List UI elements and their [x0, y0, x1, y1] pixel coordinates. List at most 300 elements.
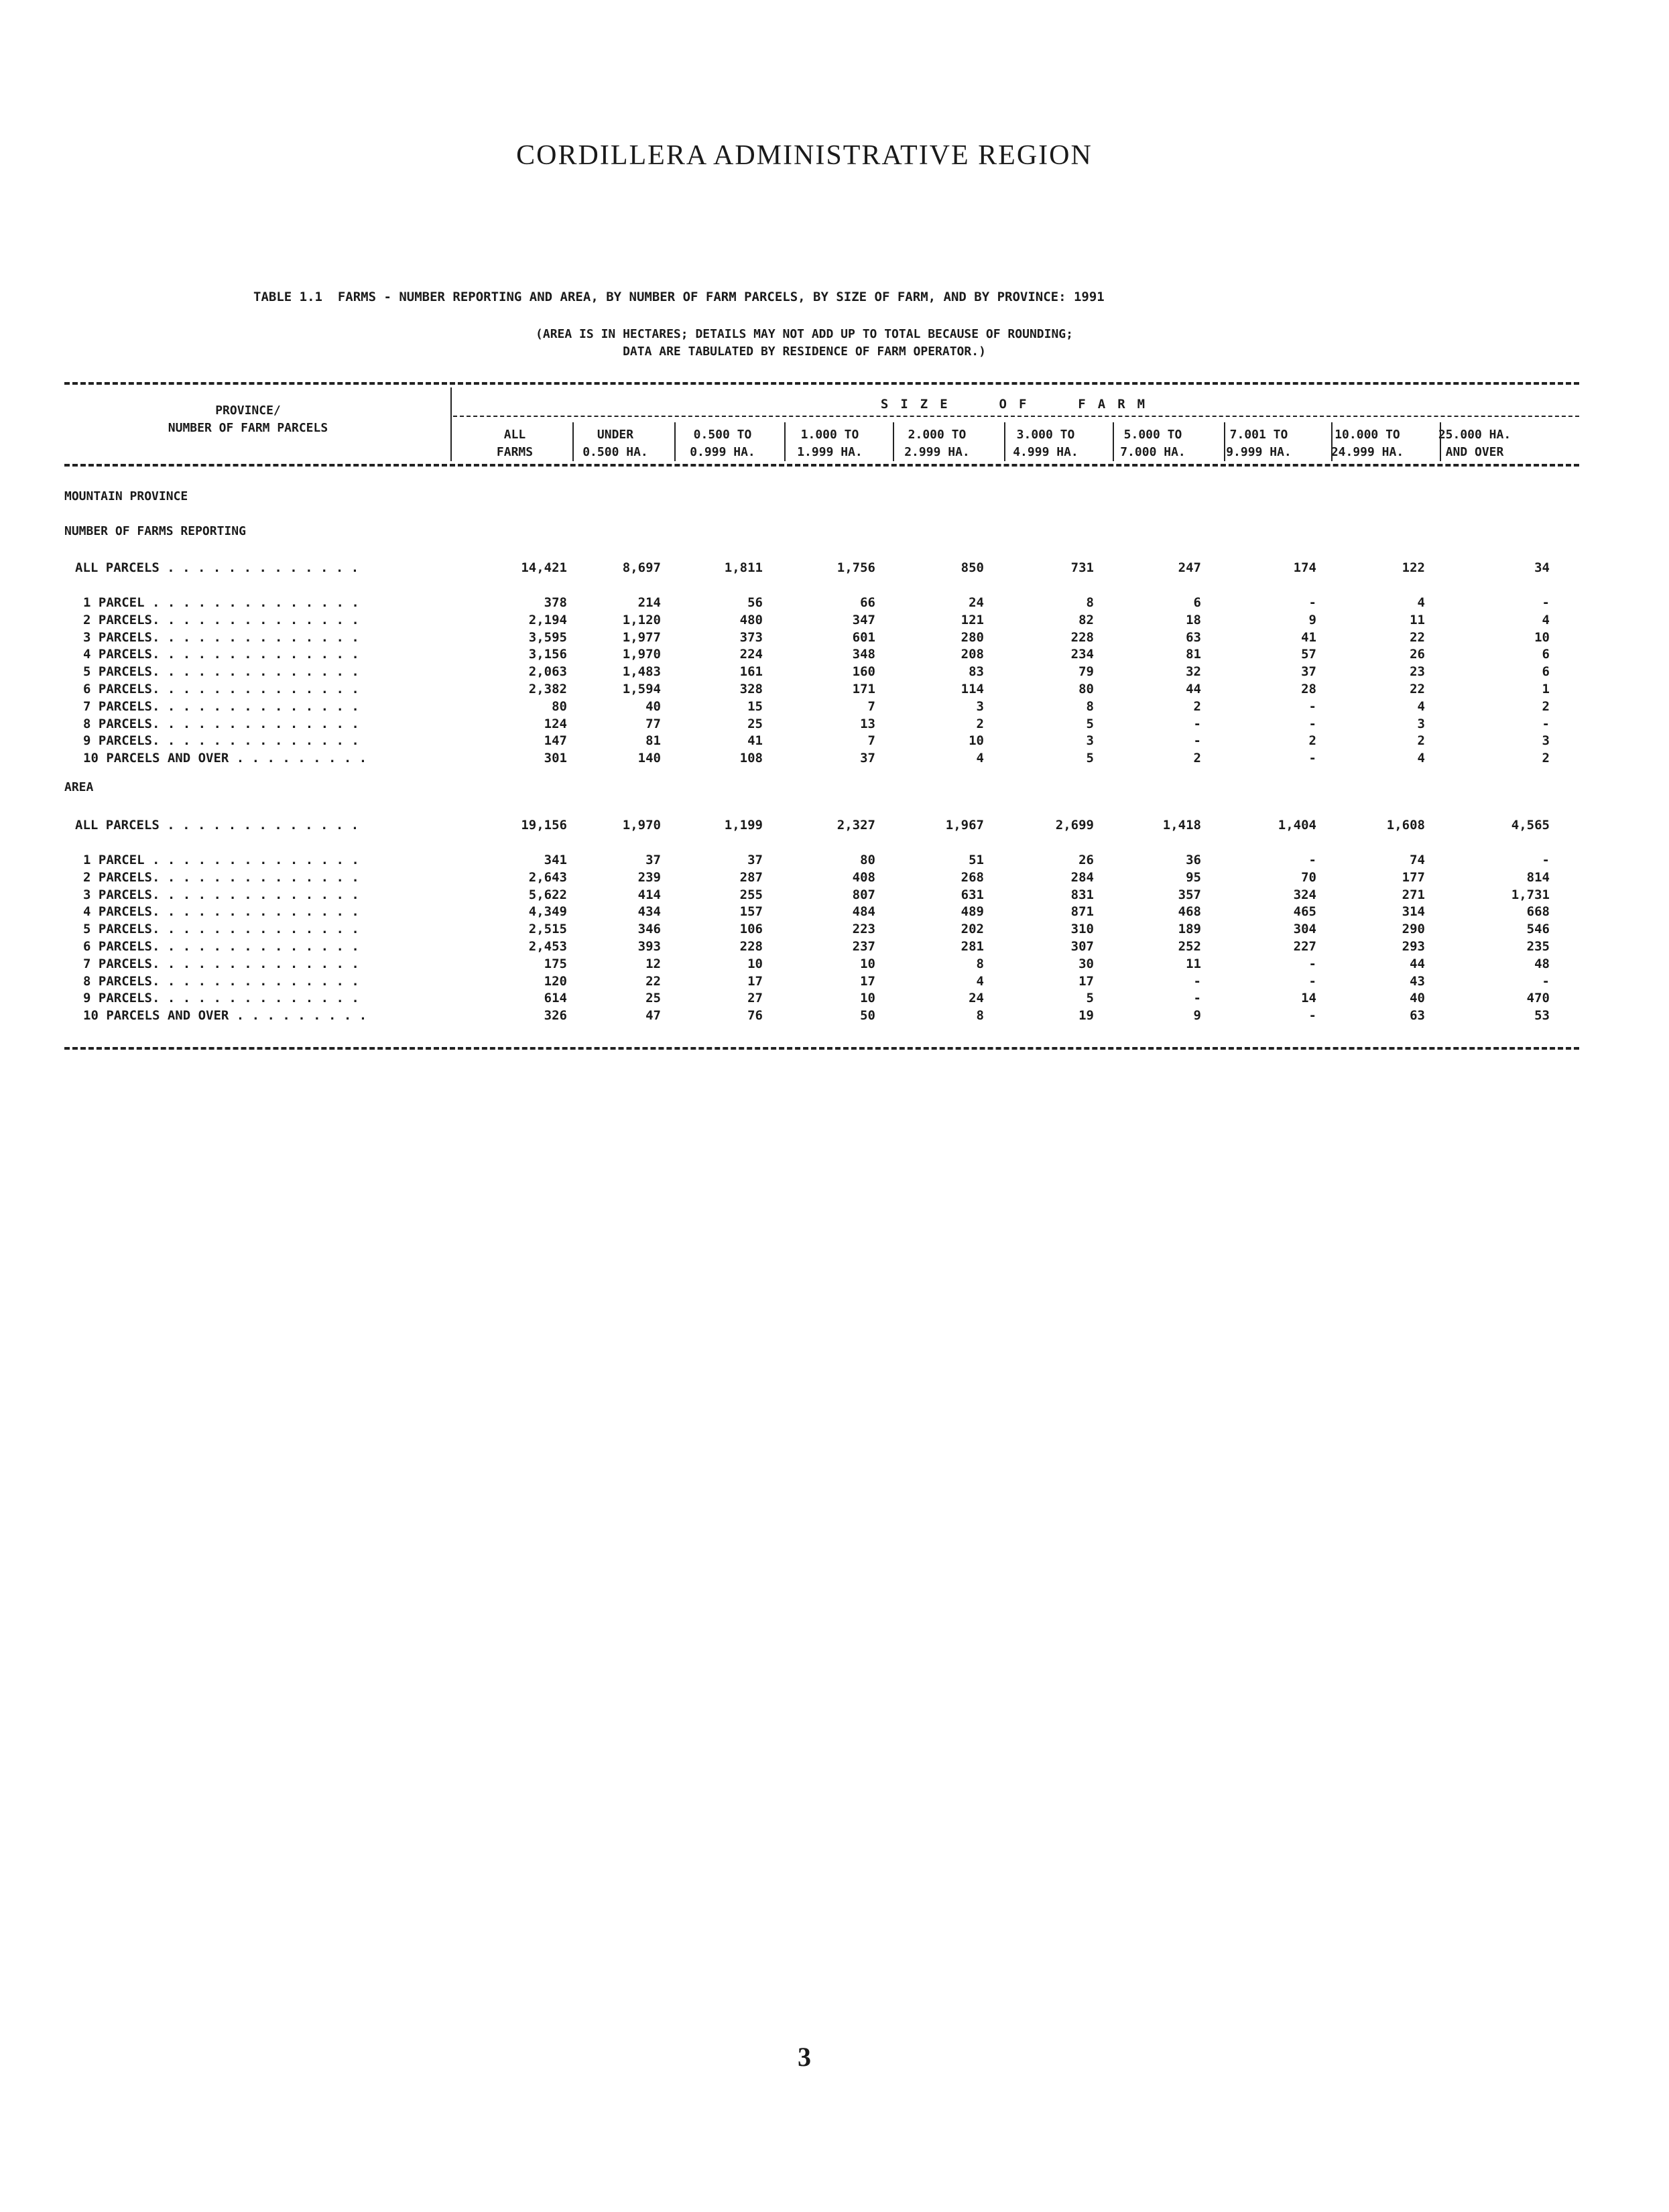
- table-row: [0, 733, 1609, 751]
- cell-value: 28: [1301, 682, 1316, 696]
- cell-value: 2: [1193, 698, 1201, 714]
- cell-value: -: [1308, 853, 1316, 867]
- column-header-4-line-1: 1.000 TO: [800, 428, 859, 442]
- column-header-6-line-1: 3.000 TO: [1016, 428, 1075, 442]
- cell-value: 114: [961, 682, 984, 696]
- row-label: 5 PARCELS. . . . . . . . . . . . . .: [83, 922, 359, 937]
- header-bottom-rule: [64, 464, 1579, 467]
- cell-value: 17: [860, 973, 875, 989]
- table-row: [0, 957, 1609, 974]
- cell-value: 50: [860, 1008, 875, 1024]
- cell-value: 489: [961, 904, 984, 920]
- cell-value: 26: [1078, 853, 1094, 867]
- column-header-3-line-2: 0.999 HA.: [690, 445, 755, 459]
- row-label: 9 PARCELS. . . . . . . . . . . . . .: [83, 991, 359, 1006]
- column-divider: [893, 422, 894, 461]
- cell-value: 80: [552, 698, 567, 714]
- stub-divider: [450, 387, 452, 461]
- row-label: 8 PARCELS. . . . . . . . . . . . . .: [83, 716, 359, 731]
- column-header-10-line-1: 25.000 HA.: [1438, 428, 1511, 442]
- cell-value: 2: [1542, 698, 1550, 714]
- cell-value: 5: [1086, 751, 1094, 766]
- row-label: 2 PARCELS. . . . . . . . . . . . . .: [83, 869, 359, 885]
- province-label: MOUNTAIN PROVINCE: [64, 489, 188, 503]
- table-row: [0, 974, 1609, 991]
- table-note-line-1: (AREA IS IN HECTARES; DETAILS MAY NOT ADD UP TO TOTAL BECAUSE OF ROUNDING;: [536, 327, 1073, 341]
- cell-value: 63: [1186, 629, 1201, 645]
- row-label: 6 PARCELS. . . . . . . . . . . . . .: [83, 939, 359, 954]
- cell-value: 357: [1178, 887, 1201, 902]
- cell-value: 224: [739, 647, 763, 662]
- cell-value: 106: [739, 922, 763, 937]
- row-label: ALL PARCELS . . . . . . . . . . . . .: [75, 560, 359, 575]
- column-divider: [1113, 422, 1114, 461]
- cell-value: 465: [1293, 904, 1316, 920]
- cell-value: 255: [739, 887, 763, 902]
- cell-value: 1,608: [1386, 818, 1425, 833]
- cell-value: 19: [1078, 1008, 1094, 1024]
- cell-value: 23: [1410, 664, 1425, 680]
- cell-value: 1,120: [622, 612, 661, 627]
- cell-value: 871: [1070, 904, 1094, 920]
- cell-value: 4: [976, 973, 984, 989]
- cell-value: -: [1308, 973, 1316, 989]
- cell-value: 1,731: [1511, 887, 1550, 902]
- cell-value: 252: [1178, 939, 1201, 954]
- cell-value: 8,697: [622, 560, 661, 575]
- cell-value: 32: [1186, 664, 1201, 680]
- cell-value: 57: [1301, 647, 1316, 662]
- cell-value: 2,194: [528, 612, 567, 627]
- row-label: 10 PARCELS AND OVER . . . . . . . . .: [83, 1008, 367, 1024]
- cell-value: 1,970: [622, 647, 661, 662]
- cell-value: 4: [1417, 595, 1425, 610]
- cell-value: 414: [637, 887, 661, 902]
- cell-value: 601: [852, 629, 875, 645]
- table-row: [0, 682, 1609, 699]
- cell-value: 2,063: [528, 664, 567, 680]
- cell-value: 3,595: [528, 629, 567, 645]
- cell-value: -: [1193, 973, 1201, 989]
- cell-value: 171: [852, 682, 875, 696]
- cell-value: 5,622: [528, 887, 567, 902]
- cell-value: 13: [860, 716, 875, 731]
- cell-value: 287: [739, 869, 763, 885]
- cell-value: 10: [747, 956, 763, 971]
- cell-value: 4: [1417, 751, 1425, 766]
- cell-value: 3: [1417, 716, 1425, 731]
- cell-value: 3: [976, 698, 984, 714]
- cell-value: 8: [1086, 698, 1094, 714]
- cell-value: 731: [1070, 560, 1094, 575]
- cell-value: 1: [1542, 682, 1550, 696]
- row-label: 10 PARCELS AND OVER . . . . . . . . .: [83, 751, 367, 766]
- cell-value: 6: [1542, 647, 1550, 662]
- page-number: 3: [798, 2042, 811, 2072]
- cell-value: 43: [1410, 973, 1425, 989]
- cell-value: 24: [969, 595, 984, 610]
- cell-value: 2,515: [528, 922, 567, 937]
- cell-value: 10: [1534, 629, 1550, 645]
- cell-value: 40: [645, 698, 661, 714]
- cell-value: 25: [747, 716, 763, 731]
- cell-value: -: [1542, 853, 1550, 867]
- column-header-9-line-2: 24.999 HA.: [1331, 445, 1404, 459]
- table-row: [0, 717, 1609, 734]
- cell-value: -: [1308, 751, 1316, 766]
- cell-value: 2: [976, 716, 984, 731]
- area-section-label: AREA: [64, 780, 94, 794]
- cell-value: -: [1308, 1008, 1316, 1024]
- cell-value: 17: [747, 973, 763, 989]
- cell-value: 10: [860, 991, 875, 1006]
- cell-value: 373: [739, 629, 763, 645]
- cell-value: 44: [1410, 956, 1425, 971]
- cell-value: 44: [1186, 682, 1201, 696]
- cell-value: 831: [1070, 887, 1094, 902]
- row-label: 1 PARCEL . . . . . . . . . . . . . .: [83, 853, 359, 867]
- cell-value: 546: [1526, 922, 1550, 937]
- cell-value: 304: [1293, 922, 1316, 937]
- cell-value: 310: [1070, 922, 1094, 937]
- table-row: [0, 560, 1609, 578]
- cell-value: 5: [1086, 716, 1094, 731]
- cell-value: 175: [544, 956, 567, 971]
- column-header-3-line-1: 0.500 TO: [693, 428, 752, 442]
- cell-value: 37: [747, 853, 763, 867]
- row-label: 7 PARCELS. . . . . . . . . . . . . .: [83, 698, 359, 714]
- cell-value: 41: [747, 733, 763, 749]
- row-label: ALL PARCELS . . . . . . . . . . . . .: [75, 818, 359, 833]
- cell-value: 25: [645, 991, 661, 1006]
- cell-value: 77: [645, 716, 661, 731]
- cell-value: 484: [852, 904, 875, 920]
- row-label: 1 PARCEL . . . . . . . . . . . . . .: [83, 595, 359, 610]
- cell-value: 807: [852, 887, 875, 902]
- column-divider: [1004, 422, 1005, 461]
- cell-value: 4,349: [528, 904, 567, 920]
- cell-value: 1,483: [622, 664, 661, 680]
- cell-value: 2: [1542, 751, 1550, 766]
- cell-value: 174: [1293, 560, 1316, 575]
- stub-header-line-2: NUMBER OF FARM PARCELS: [168, 421, 328, 435]
- cell-value: 124: [544, 716, 567, 731]
- column-header-6-line-2: 4.999 HA.: [1013, 445, 1078, 459]
- column-header-7-line-2: 7.000 HA.: [1120, 445, 1186, 459]
- column-header-5-line-1: 2.000 TO: [908, 428, 967, 442]
- cell-value: 393: [637, 939, 661, 954]
- cell-value: 14,421: [521, 560, 567, 575]
- cell-value: 6: [1542, 664, 1550, 680]
- cell-value: 22: [1410, 629, 1425, 645]
- cell-value: 82: [1078, 612, 1094, 627]
- row-label: 4 PARCELS. . . . . . . . . . . . . .: [83, 904, 359, 920]
- table-title: TABLE 1.1 FARMS - NUMBER REPORTING AND AREA, BY NUMBER OF FARM PARCELS, BY SIZE OF FARM, AND BY PROVINCE: 1991: [253, 290, 1105, 304]
- cell-value: 63: [1410, 1008, 1425, 1024]
- cell-value: 2,643: [528, 869, 567, 885]
- cell-value: 2,453: [528, 939, 567, 954]
- cell-value: 15: [747, 698, 763, 714]
- cell-value: 1,199: [724, 818, 763, 833]
- cell-value: 7: [867, 698, 875, 714]
- cell-value: -: [1193, 991, 1201, 1006]
- cell-value: 8: [976, 956, 984, 971]
- cell-value: 108: [739, 751, 763, 766]
- cell-value: 37: [1301, 664, 1316, 680]
- cell-value: 2,699: [1055, 818, 1094, 833]
- cell-value: 814: [1526, 869, 1550, 885]
- cell-value: 48: [1534, 956, 1550, 971]
- stub-header-line-1: PROVINCE/: [215, 404, 281, 418]
- cell-value: 1,977: [622, 629, 661, 645]
- cell-value: 2,382: [528, 682, 567, 696]
- cell-value: 80: [1078, 682, 1094, 696]
- cell-value: -: [1542, 595, 1550, 610]
- cell-value: 83: [969, 664, 984, 680]
- cell-value: 76: [747, 1008, 763, 1024]
- table-row: [0, 853, 1609, 870]
- cell-value: 36: [1186, 853, 1201, 867]
- cell-value: 284: [1070, 869, 1094, 885]
- column-header-8-line-1: 7.001 TO: [1229, 428, 1288, 442]
- cell-value: 10: [969, 733, 984, 749]
- cell-value: 2,327: [837, 818, 875, 833]
- table-row: [0, 904, 1609, 922]
- column-header-1-line-2: FARMS: [496, 445, 534, 459]
- column-header-1-line-1: ALL: [503, 428, 526, 442]
- row-label: 4 PARCELS. . . . . . . . . . . . . .: [83, 647, 359, 662]
- column-header-10-line-2: AND OVER: [1445, 445, 1504, 459]
- table-top-rule: [64, 382, 1579, 385]
- cell-value: 18: [1186, 612, 1201, 627]
- cell-value: 66: [860, 595, 875, 610]
- cell-value: 1,756: [837, 560, 875, 575]
- column-divider: [1224, 422, 1225, 461]
- cell-value: 147: [544, 733, 567, 749]
- cell-value: 4,565: [1511, 818, 1550, 833]
- cell-value: 10: [860, 956, 875, 971]
- cell-value: 157: [739, 904, 763, 920]
- cell-value: 177: [1402, 869, 1425, 885]
- cell-value: 27: [747, 991, 763, 1006]
- cell-value: 81: [1186, 647, 1201, 662]
- cell-value: 2: [1193, 751, 1201, 766]
- cell-value: 17: [1078, 973, 1094, 989]
- cell-value: 14: [1301, 991, 1316, 1006]
- cell-value: 1,811: [724, 560, 763, 575]
- cell-value: 4: [1417, 698, 1425, 714]
- table-row: [0, 664, 1609, 682]
- cell-value: 239: [637, 869, 661, 885]
- table-row: [0, 595, 1609, 613]
- cell-value: 74: [1410, 853, 1425, 867]
- cell-value: 247: [1178, 560, 1201, 575]
- cell-value: 24: [969, 991, 984, 1006]
- row-label: 3 PARCELS. . . . . . . . . . . . . .: [83, 887, 359, 902]
- cell-value: 56: [747, 595, 763, 610]
- cell-value: 140: [637, 751, 661, 766]
- row-label: 3 PARCELS. . . . . . . . . . . . . .: [83, 629, 359, 645]
- table-row: [0, 991, 1609, 1008]
- row-label: 2 PARCELS. . . . . . . . . . . . . .: [83, 612, 359, 627]
- cell-value: 2: [1308, 733, 1316, 749]
- cell-value: 9: [1193, 1008, 1201, 1024]
- column-header-2-line-2: 0.500 HA.: [582, 445, 648, 459]
- cell-value: 4: [1542, 612, 1550, 627]
- cell-value: 214: [637, 595, 661, 610]
- cell-value: 70: [1301, 869, 1316, 885]
- cell-value: 1,418: [1162, 818, 1201, 833]
- cell-value: 26: [1410, 647, 1425, 662]
- table-row: [0, 870, 1609, 887]
- cell-value: 22: [1410, 682, 1425, 696]
- cell-value: 346: [637, 922, 661, 937]
- cell-value: 11: [1410, 612, 1425, 627]
- cell-value: 6: [1193, 595, 1201, 610]
- table-row: [0, 647, 1609, 664]
- cell-value: 8: [976, 1008, 984, 1024]
- cell-value: 120: [544, 973, 567, 989]
- cell-value: 301: [544, 751, 567, 766]
- cell-value: 95: [1186, 869, 1201, 885]
- cell-value: 631: [961, 887, 984, 902]
- cell-value: 121: [961, 612, 984, 627]
- cell-value: 4: [976, 751, 984, 766]
- cell-value: 341: [544, 853, 567, 867]
- cell-value: 30: [1078, 956, 1094, 971]
- cell-value: 9: [1308, 612, 1316, 627]
- cell-value: 189: [1178, 922, 1201, 937]
- cell-value: 228: [739, 939, 763, 954]
- cell-value: 34: [1534, 560, 1550, 575]
- row-label: 7 PARCELS. . . . . . . . . . . . . .: [83, 956, 359, 971]
- cell-value: 271: [1402, 887, 1425, 902]
- column-divider: [674, 422, 676, 461]
- cell-value: 280: [961, 629, 984, 645]
- row-label: 9 PARCELS. . . . . . . . . . . . . .: [83, 733, 359, 749]
- column-header-2-line-1: UNDER: [597, 428, 634, 442]
- cell-value: 434: [637, 904, 661, 920]
- table-bottom-rule: [64, 1047, 1579, 1050]
- cell-value: 40: [1410, 991, 1425, 1006]
- cell-value: 1,594: [622, 682, 661, 696]
- cell-value: 223: [852, 922, 875, 937]
- cell-value: 3: [1086, 733, 1094, 749]
- cell-value: 3: [1542, 733, 1550, 749]
- cell-value: 480: [739, 612, 763, 627]
- cell-value: 12: [645, 956, 661, 971]
- cell-value: 51: [969, 853, 984, 867]
- cell-value: 2: [1417, 733, 1425, 749]
- cell-value: 37: [645, 853, 661, 867]
- cell-value: 1,404: [1278, 818, 1316, 833]
- cell-value: 161: [739, 664, 763, 680]
- cell-value: 237: [852, 939, 875, 954]
- cell-value: 7: [867, 733, 875, 749]
- table-row: [0, 922, 1609, 939]
- cell-value: 281: [961, 939, 984, 954]
- column-divider: [1331, 422, 1333, 461]
- cell-value: 268: [961, 869, 984, 885]
- table-row: [0, 630, 1609, 648]
- cell-value: 160: [852, 664, 875, 680]
- cell-value: -: [1308, 956, 1316, 971]
- cell-value: 235: [1526, 939, 1550, 954]
- cell-value: 19,156: [521, 818, 567, 833]
- cell-value: 79: [1078, 664, 1094, 680]
- cell-value: -: [1308, 716, 1316, 731]
- table-row: [0, 887, 1609, 905]
- cell-value: 228: [1070, 629, 1094, 645]
- cell-value: 614: [544, 991, 567, 1006]
- cell-value: 202: [961, 922, 984, 937]
- cell-value: 47: [645, 1008, 661, 1024]
- cell-value: 227: [1293, 939, 1316, 954]
- column-divider: [1440, 422, 1441, 461]
- cell-value: 122: [1402, 560, 1425, 575]
- table-row: [0, 751, 1609, 768]
- cell-value: 850: [961, 560, 984, 575]
- cell-value: 348: [852, 647, 875, 662]
- cell-value: 408: [852, 869, 875, 885]
- cell-value: 314: [1402, 904, 1425, 920]
- cell-value: 22: [645, 973, 661, 989]
- cell-value: 1,970: [622, 818, 661, 833]
- cell-value: -: [1542, 973, 1550, 989]
- cell-value: 1,967: [945, 818, 984, 833]
- cell-value: 37: [860, 751, 875, 766]
- row-label: 6 PARCELS. . . . . . . . . . . . . .: [83, 682, 359, 696]
- cell-value: 307: [1070, 939, 1094, 954]
- column-divider: [572, 422, 574, 461]
- table-row: [0, 613, 1609, 630]
- cell-value: 326: [544, 1008, 567, 1024]
- column-divider: [784, 422, 786, 461]
- table-row: [0, 1008, 1609, 1026]
- cell-value: 324: [1293, 887, 1316, 902]
- cell-value: -: [1308, 595, 1316, 610]
- size-header-rule: [453, 416, 1579, 417]
- cell-value: 208: [961, 647, 984, 662]
- cell-value: 234: [1070, 647, 1094, 662]
- table-row: [0, 699, 1609, 717]
- table-row: [0, 818, 1609, 835]
- cell-value: 328: [739, 682, 763, 696]
- column-header-4-line-2: 1.999 HA.: [797, 445, 863, 459]
- region-title: CORDILLERA ADMINISTRATIVE REGION: [516, 140, 1093, 171]
- cell-value: 8: [1086, 595, 1094, 610]
- column-header-5-line-2: 2.999 HA.: [904, 445, 970, 459]
- farms-section-label: NUMBER OF FARMS REPORTING: [64, 524, 246, 538]
- row-label: 8 PARCELS. . . . . . . . . . . . . .: [83, 973, 359, 989]
- cell-value: 5: [1086, 991, 1094, 1006]
- cell-value: 80: [860, 853, 875, 867]
- row-label: 5 PARCELS. . . . . . . . . . . . . .: [83, 664, 359, 680]
- column-header-7-line-1: 5.000 TO: [1123, 428, 1182, 442]
- cell-value: 668: [1526, 904, 1550, 920]
- cell-value: 293: [1402, 939, 1425, 954]
- table-note-line-2: DATA ARE TABULATED BY RESIDENCE OF FARM OPERATOR.): [623, 345, 986, 359]
- cell-value: 347: [852, 612, 875, 627]
- column-header-9-line-1: 10.000 TO: [1335, 428, 1400, 442]
- cell-value: -: [1193, 733, 1201, 749]
- size-of-farm-header: SIZE OF FARM: [880, 397, 1158, 412]
- cell-value: 470: [1526, 991, 1550, 1006]
- column-header-8-line-2: 9.999 HA.: [1226, 445, 1292, 459]
- cell-value: 81: [645, 733, 661, 749]
- cell-value: -: [1308, 698, 1316, 714]
- cell-value: 53: [1534, 1008, 1550, 1024]
